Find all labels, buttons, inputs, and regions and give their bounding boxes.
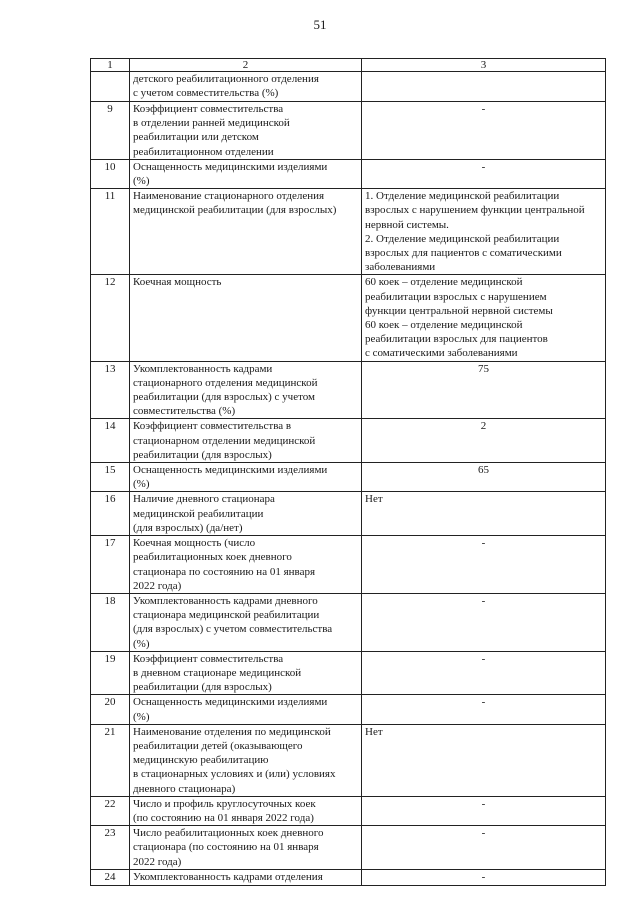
indicator-value: - xyxy=(362,593,606,651)
indicator-name: Коечная мощность xyxy=(130,275,362,361)
page-number: 51 xyxy=(313,17,327,32)
table-row xyxy=(91,361,606,419)
indicator-value: - xyxy=(362,536,606,594)
indicator-name: детского реабилитационного отделения с учетом совместительства (%) xyxy=(130,72,362,102)
table-row xyxy=(91,593,606,651)
indicators-table xyxy=(90,58,606,886)
indicator-value: - xyxy=(362,796,606,825)
indicator-name: Оснащенность медицинскими изделиями (%) xyxy=(130,159,362,188)
row-number: 11 xyxy=(91,189,130,275)
indicator-name: Укомплектованность кадрами стационарного отделения медицинской реабилитации (для взрослых) с учетом совместительства (%) xyxy=(130,361,362,419)
indicator-name: Число и профиль круглосуточных коек (по состоянию на 01 января 2022 года) xyxy=(130,796,362,825)
table-row xyxy=(91,72,606,102)
row-number xyxy=(91,72,130,102)
indicator-value: - xyxy=(362,102,606,160)
indicator-name: Укомплектованность кадрами дневного стационара медицинской реабилитации (для взрослых) с учетом совместительства (%) xyxy=(130,593,362,651)
indicator-value: 75 xyxy=(362,361,606,419)
row-number: 16 xyxy=(91,492,130,536)
row-number: 13 xyxy=(91,361,130,419)
row-number: 17 xyxy=(91,536,130,594)
table-row xyxy=(91,463,606,492)
indicator-name: Коэффициент совместительства в отделении ранней медицинской реабилитации или детском реабилитационном отделении xyxy=(130,102,362,160)
table-row xyxy=(91,189,606,275)
row-number: 9 xyxy=(91,102,130,160)
indicator-name: Наличие дневного стационара медицинской реабилитации (для взрослых) (да/нет) xyxy=(130,492,362,536)
indicator-value: Нет xyxy=(362,724,606,796)
indicator-value: - xyxy=(362,651,606,695)
table-row xyxy=(91,724,606,796)
row-number: 23 xyxy=(91,826,130,870)
indicator-value: 65 xyxy=(362,463,606,492)
table-row xyxy=(91,651,606,695)
row-number: 19 xyxy=(91,651,130,695)
indicator-name: Число реабилитационных коек дневного стационара (по состоянию на 01 января 2022 года) xyxy=(130,826,362,870)
table-row xyxy=(91,826,606,870)
indicator-value: - xyxy=(362,695,606,724)
header-col-3: 3 xyxy=(362,59,606,72)
row-number: 24 xyxy=(91,869,130,885)
row-number: 22 xyxy=(91,796,130,825)
table-row xyxy=(91,419,606,463)
table-row xyxy=(91,102,606,160)
table-row xyxy=(91,159,606,188)
indicator-name: Коэффициент совместительства в дневном стационаре медицинской реабилитации (для взрослых) xyxy=(130,651,362,695)
indicator-name: Оснащенность медицинскими изделиями (%) xyxy=(130,695,362,724)
indicator-value xyxy=(362,72,606,102)
table-row xyxy=(91,275,606,361)
indicator-name: Наименование отделения по медицинской реабилитации детей (оказывающего медицинскую реабилитацию в стационарных условиях и (или) условиях дневного стационара) xyxy=(130,724,362,796)
table-row xyxy=(91,796,606,825)
indicator-value: 2 xyxy=(362,419,606,463)
row-number: 10 xyxy=(91,159,130,188)
header-col-1: 1 xyxy=(91,59,130,72)
indicator-value: - xyxy=(362,869,606,885)
indicator-name: Коечная мощность (число реабилитационных коек дневного стационара по состоянию на 01 января 2022 года) xyxy=(130,536,362,594)
row-number: 18 xyxy=(91,593,130,651)
indicator-name: Укомплектованность кадрами отделения xyxy=(130,869,362,885)
table-row xyxy=(91,536,606,594)
indicator-value: 1. Отделение медицинской реабилитации взрослых с нарушением функции центральной нервной системы. 2. Отделение медицинской реабилитации взрослых для пациентов с соматическими заболеваниями xyxy=(362,189,606,275)
indicator-value: 60 коек – отделение медицинской реабилитации взрослых с нарушением функции центральной нервной системы 60 коек – отделение медицинской реабилитации взрослых для пациентов с соматическими заболеваниями xyxy=(362,275,606,361)
table-row xyxy=(91,869,606,885)
table-row xyxy=(91,695,606,724)
row-number: 20 xyxy=(91,695,130,724)
row-number: 14 xyxy=(91,419,130,463)
header-col-2: 2 xyxy=(130,59,362,72)
row-number: 21 xyxy=(91,724,130,796)
indicator-value: Нет xyxy=(362,492,606,536)
table-row xyxy=(91,492,606,536)
row-number: 12 xyxy=(91,275,130,361)
indicator-value: - xyxy=(362,826,606,870)
indicator-name: Наименование стационарного отделения медицинской реабилитации (для взрослых) xyxy=(130,189,362,275)
indicator-value: - xyxy=(362,159,606,188)
indicator-name: Коэффициент совместительства в стационарном отделении медицинской реабилитации (для взрослых) xyxy=(130,419,362,463)
table-header-row xyxy=(91,59,606,72)
row-number: 15 xyxy=(91,463,130,492)
indicator-name: Оснащенность медицинскими изделиями (%) xyxy=(130,463,362,492)
